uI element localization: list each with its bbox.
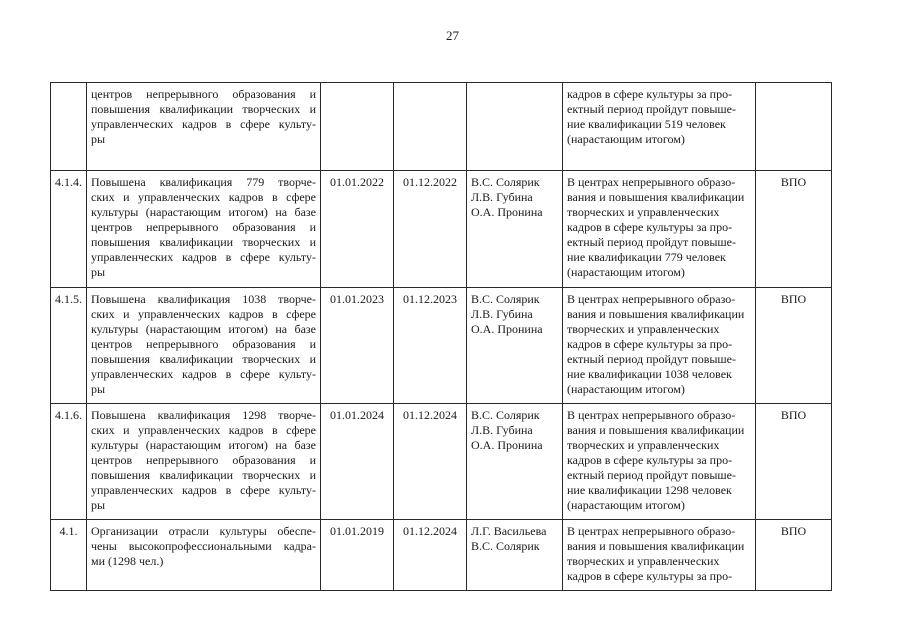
milestone-name-line: Организации отрасли культуры обеспе- [91, 524, 316, 538]
result-line: В центрах непрерывного образо- [567, 175, 736, 189]
result-line: ние квалификации 1038 человек [567, 367, 732, 381]
result-line: ектный период пройдут повыше- [567, 235, 736, 249]
start-date-cell [321, 404, 394, 520]
milestone-name-line: Повышена квалификация 1038 творче- [91, 292, 316, 306]
result-line: вания и повышения квалификации [567, 190, 745, 204]
result-line: ектный период пройдут повыше- [567, 102, 736, 116]
result-line: творческих и управленческих [567, 205, 720, 219]
table-row [51, 83, 832, 171]
milestone-name-line: повышения квалификации творческих и [91, 102, 316, 116]
document-type-cell [756, 83, 832, 171]
responsible-cell [467, 288, 563, 404]
result-line: В центрах непрерывного образо- [567, 408, 736, 422]
responsible-cell [467, 171, 563, 288]
result-line: вания и повышения квалификации [567, 307, 745, 321]
responsible-cell [467, 83, 563, 171]
milestone-name-line: культуры (нарастающим итогом) на базе [91, 438, 316, 452]
milestone-name-cell [87, 83, 321, 171]
end-date-cell [394, 404, 467, 520]
milestone-name-cell [87, 520, 321, 591]
milestone-name-line: ских и управленческих кадров в сфере [91, 423, 316, 437]
result-cell [563, 171, 756, 288]
result-line: кадров в сфере культуры за про- [567, 337, 733, 351]
milestone-name-line: чены высокопрофессиональными кадра- [91, 539, 316, 553]
start-date-cell [321, 171, 394, 288]
start-date-cell-text: 01.01.2024 [330, 408, 384, 422]
milestone-name-cell [87, 404, 321, 520]
end-date-cell [394, 171, 467, 288]
page-number: 27 [446, 28, 459, 43]
result-line: (нарастающим итогом) [567, 498, 685, 512]
result-line: ние квалификации 779 человек [567, 250, 726, 264]
result-line: творческих и управленческих [567, 322, 720, 336]
responsible-name: Л.В. Губина [471, 307, 533, 321]
responsible-name: О.А. Пронина [471, 438, 543, 452]
result-line: ние квалификации 1298 человек [567, 483, 732, 497]
responsible-name: Л.Г. Васильева [471, 524, 547, 538]
project-plan-table [50, 82, 832, 591]
milestone-name-line: управленческих кадров в сфере культу- [91, 250, 316, 264]
milestone-name-line: центров непрерывного образования и [91, 220, 316, 234]
result-line: ектный период пройдут повыше- [567, 468, 736, 482]
milestone-name-cell [87, 288, 321, 404]
result-line: ние квалификации 519 человек [567, 117, 726, 131]
responsible-cell [467, 520, 563, 591]
responsible-name: О.А. Пронина [471, 322, 543, 336]
result-line: кадров в сфере культуры за про- [567, 569, 733, 583]
milestone-name-line: повышения квалификации творческих и [91, 352, 316, 366]
responsible-name: Л.В. Губина [471, 423, 533, 437]
milestone-name-line: управленческих кадров в сфере культу- [91, 367, 316, 381]
result-line: творческих и управленческих [567, 438, 720, 452]
milestone-name-line: культуры (нарастающим итогом) на базе [91, 322, 316, 336]
end-date-cell [394, 288, 467, 404]
milestone-name-line: центров непрерывного образования и [91, 337, 316, 351]
item-number-cell-text: 4.1.4. [55, 175, 82, 189]
result-line: кадров в сфере культуры за про- [567, 87, 733, 101]
milestone-name-line: ры [91, 132, 106, 146]
milestone-name-line: Повышена квалификация 779 творче- [91, 175, 316, 189]
start-date-cell [321, 520, 394, 591]
end-date-cell [394, 83, 467, 171]
milestone-name-cell [87, 171, 321, 288]
responsible-name: В.С. Солярик [471, 292, 540, 306]
start-date-cell-text: 01.01.2022 [330, 175, 384, 189]
item-number-cell [51, 83, 87, 171]
result-line: В центрах непрерывного образо- [567, 292, 736, 306]
result-cell [563, 520, 756, 591]
end-date-cell [394, 520, 467, 591]
milestone-name-line: культуры (нарастающим итогом) на базе [91, 205, 316, 219]
result-line: вания и повышения квалификации [567, 423, 745, 437]
document-type-cell-text: ВПО [780, 292, 807, 306]
document-type-cell-text: ВПО [780, 175, 807, 189]
responsible-name: В.С. Солярик [471, 175, 540, 189]
item-number-cell-text: 4.1.6. [55, 408, 82, 422]
end-date-cell-text: 01.12.2022 [403, 175, 457, 189]
table-row [51, 404, 832, 520]
responsible-name: О.А. Пронина [471, 205, 543, 219]
result-line: (нарастающим итогом) [567, 382, 685, 396]
start-date-cell-text: 01.01.2019 [330, 524, 384, 538]
responsible-name: Л.В. Губина [471, 190, 533, 204]
result-line: (нарастающим итогом) [567, 132, 685, 146]
milestone-name-line: управленческих кадров в сфере культу- [91, 117, 316, 131]
responsible-name: В.С. Солярик [471, 408, 540, 422]
result-line: (нарастающим итогом) [567, 265, 685, 279]
document-type-cell-text: ВПО [780, 524, 807, 538]
milestone-name-line: повышения квалификации творческих и [91, 235, 316, 249]
milestone-name-line: управленческих кадров в сфере культу- [91, 483, 316, 497]
document-type-cell [756, 171, 832, 288]
milestone-name-line: повышения квалификации творческих и [91, 468, 316, 482]
table-body [51, 83, 832, 591]
result-line: вания и повышения квалификации [567, 539, 745, 553]
start-date-cell-text: 01.01.2023 [330, 292, 384, 306]
item-number-cell [51, 520, 87, 591]
document-type-cell-text: ВПО [780, 408, 807, 422]
milestone-name-line: ры [91, 265, 106, 279]
milestone-name-line: ских и управленческих кадров в сфере [91, 190, 316, 204]
milestone-name-line: Повышена квалификация 1298 творче- [91, 408, 316, 422]
document-type-cell [756, 404, 832, 520]
item-number-cell-text: 4.1.5. [55, 292, 82, 306]
item-number-cell [51, 288, 87, 404]
table-row [51, 171, 832, 288]
milestone-name-line: центров непрерывного образования и [91, 87, 316, 101]
item-number-cell-text: 4.1. [59, 524, 78, 538]
document-type-cell [756, 288, 832, 404]
result-cell [563, 288, 756, 404]
milestone-name-line: ских и управленческих кадров в сфере [91, 307, 316, 321]
responsible-name: В.С. Солярик [471, 539, 540, 553]
start-date-cell [321, 288, 394, 404]
milestone-name-line: центров непрерывного образования и [91, 453, 316, 467]
document-type-cell [756, 520, 832, 591]
result-cell [563, 404, 756, 520]
result-line: ектный период пройдут повыше- [567, 352, 736, 366]
responsible-cell [467, 404, 563, 520]
end-date-cell-text: 01.12.2023 [403, 292, 457, 306]
end-date-cell-text: 01.12.2024 [403, 408, 457, 422]
milestone-name-line: ры [91, 382, 106, 396]
result-line: творческих и управленческих [567, 554, 720, 568]
table-row [51, 520, 832, 591]
item-number-cell [51, 404, 87, 520]
result-line: В центрах непрерывного образо- [567, 524, 736, 538]
result-line: кадров в сфере культуры за про- [567, 453, 733, 467]
result-line: кадров в сфере культуры за про- [567, 220, 733, 234]
result-cell [563, 83, 756, 171]
table-row [51, 288, 832, 404]
end-date-cell-text: 01.12.2024 [403, 524, 457, 538]
start-date-cell [321, 83, 394, 171]
milestone-name-line: ры [91, 498, 106, 512]
milestone-name-line: ми (1298 чел.) [91, 554, 164, 568]
item-number-cell [51, 171, 87, 288]
